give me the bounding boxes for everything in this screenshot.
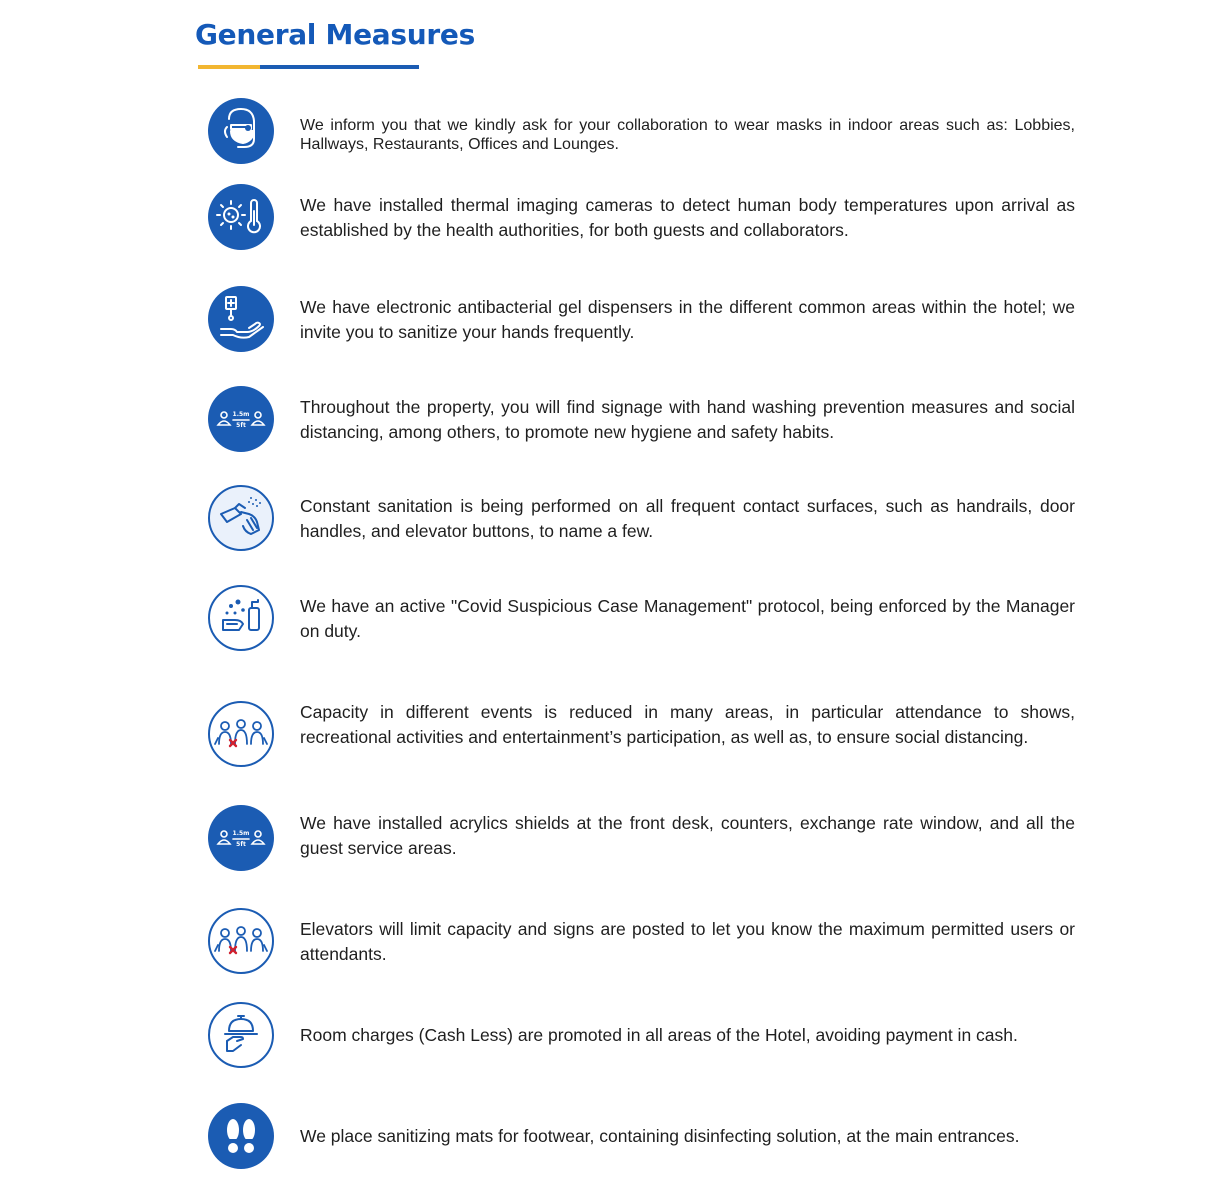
measure-item: [207, 584, 1082, 654]
distance-label: 1.5m: [232, 411, 250, 418]
measure-text: Throughout the property, you will find signage with hand washing prevention measures and social distancing, among others, to promote new hygiene and safety habits.: [300, 397, 1075, 442]
measure-text: Capacity in different events is reduced in many areas, in particular attendance to shows, recreational activities and entertainment’s participation, as well as, to ensure social distancing.: [300, 702, 1075, 747]
measure-text: We have an active "Covid Suspicious Case Management" protocol, being enforced by the Manager on duty.: [300, 596, 1075, 641]
measure-item: [207, 1102, 1082, 1172]
measure-item: [207, 97, 1082, 167]
footprints-icon: [207, 1102, 275, 1170]
social-distance-icon: [207, 385, 275, 453]
distance-label: 5ft: [236, 841, 246, 848]
page-title: General Measures: [195, 18, 475, 51]
measure-item: [207, 804, 1082, 874]
measure-item: [207, 183, 1082, 253]
measure-item: [207, 285, 1082, 355]
thermometer-virus-icon: [207, 183, 275, 251]
distance-label: 1.5m: [232, 830, 250, 837]
measure-text: We place sanitizing mats for footwear, containing disinfecting solution, at the main entrances.: [300, 1126, 1020, 1146]
measure-item: [207, 484, 1082, 554]
measure-text: Constant sanitation is being performed on all frequent contact surfaces, such as handrails, door handles, and elevator buttons, to name a few.: [300, 496, 1075, 541]
title-underline: [198, 65, 419, 69]
measure-item: [207, 385, 1082, 455]
hand-sanitizer-icon: [207, 285, 275, 353]
measure-item: [207, 907, 1082, 977]
face-mask-icon: [207, 97, 275, 165]
measure-text: Elevators will limit capacity and signs are posted to let you know the maximum permitted users or attendants.: [300, 919, 1075, 964]
measure-item: [207, 1001, 1082, 1071]
social-distance-icon: [207, 804, 275, 872]
measure-text: We have electronic antibacterial gel dispensers in the different common areas within the hotel; we invite you to sanitize your hands frequently.: [300, 297, 1075, 342]
measure-text: We have installed thermal imaging cameras to detect human body temperatures upon arrival as established by the health authorities, for both guests and collaborators.: [300, 195, 1075, 240]
measure-text: We inform you that we kindly ask for your collaboration to wear masks in indoor areas such as: Lobbies, Hallways, Restaurants, Offices and Lounges.: [300, 117, 1075, 153]
distance-label: 5ft: [236, 422, 246, 429]
measure-text: We have installed acrylics shields at the front desk, counters, exchange rate window, and all the guest service areas.: [300, 813, 1075, 858]
hand-washing-icon: [207, 584, 275, 652]
measure-item: [207, 700, 1082, 770]
reduced-capacity-icon: [207, 700, 275, 768]
reduced-capacity-icon: [207, 907, 275, 975]
surface-spray-icon: [207, 484, 275, 552]
measure-text: Room charges (Cash Less) are promoted in all areas of the Hotel, avoiding payment in cash.: [300, 1025, 1018, 1045]
room-service-icon: [207, 1001, 275, 1069]
